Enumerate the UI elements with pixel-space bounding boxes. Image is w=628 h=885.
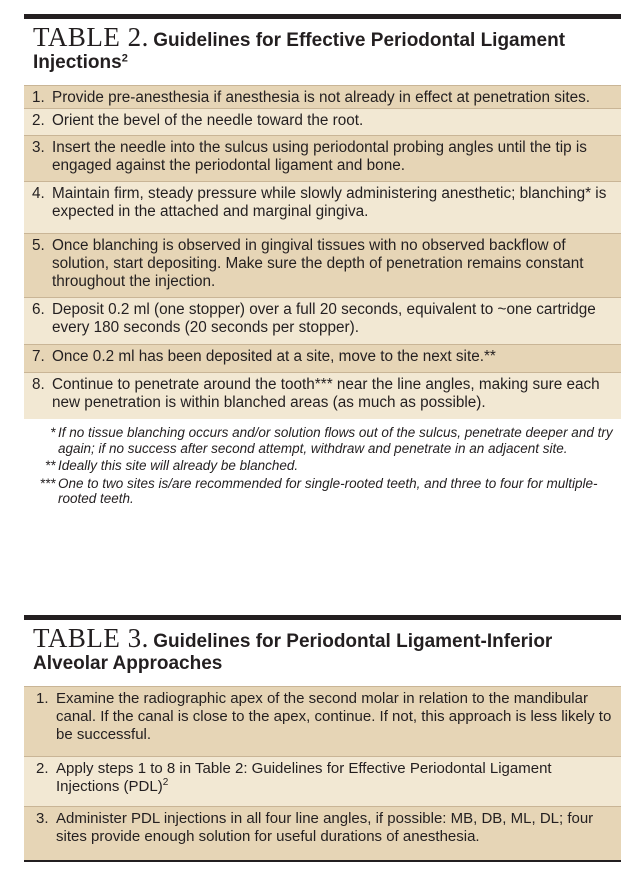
footnote-mark: **: [45, 458, 56, 473]
table-2-heading-cont: Injections: [33, 52, 122, 73]
table-row: [24, 806, 621, 860]
row-number: 8.: [32, 376, 45, 393]
table-3-bottom-rule: [24, 860, 621, 862]
row-number: 3.: [32, 139, 45, 156]
footnote: [24, 425, 621, 456]
table-3-title: [24, 623, 621, 675]
footnote: [24, 458, 621, 474]
table-row: [24, 108, 621, 135]
row-ref: 2: [162, 777, 169, 788]
table-2: [24, 14, 621, 509]
table-2-rows: [24, 85, 621, 419]
table-row: [24, 135, 621, 181]
table-2-number: TABLE 2.: [33, 22, 149, 52]
table-3-rows: [24, 686, 621, 860]
footnote-text: Ideally this site will already be blanched.: [58, 458, 299, 473]
row-number: 7.: [32, 348, 45, 365]
footnote-text: If no tissue blanching occurs and/or solution flows out of the sulcus, penetrate deeper and try again; if no success after second attempt, withdraw and penetrate in an adjacent site.: [58, 425, 613, 456]
row-text: Apply steps 1 to 8 in Table 2: Guidelines for Effective Periodontal Ligament Injections (PDL): [56, 760, 552, 795]
row-text: Deposit 0.2 ml (one stopper) over a full 20 seconds, equivalent to ~one cartridge every 180 seconds (20 seconds per stopper).: [52, 301, 596, 336]
table-3-number: TABLE 3.: [33, 623, 149, 653]
footnote-mark: *: [50, 425, 56, 440]
row-number: 2.: [36, 760, 49, 777]
row-text: Provide pre-anesthesia if anesthesia is not already in effect at penetration sites.: [52, 89, 590, 106]
row-text: Orient the bevel of the needle toward the root.: [52, 112, 364, 129]
row-text: Administer PDL injections in all four line angles, if possible: MB, DB, ML, DL; four sites provide enough solution for useful durations of anesthesia.: [56, 810, 594, 845]
table-2-footnotes: [24, 425, 621, 507]
row-text: Maintain firm, steady pressure while slowly administering anesthetic; blanching* is expected in the attached and marginal gingiva.: [52, 185, 607, 220]
row-number: 5.: [32, 237, 45, 254]
row-number: 1.: [36, 690, 49, 707]
row-number: 4.: [32, 185, 45, 202]
row-text: Once 0.2 ml has been deposited at a site, move to the next site.**: [52, 348, 496, 365]
table-row: [24, 233, 621, 297]
table-row: [24, 181, 621, 233]
footnote: [24, 476, 621, 507]
table-row: [24, 344, 621, 372]
table-row: [24, 372, 621, 419]
row-text: Continue to penetrate around the tooth*** near the line angles, making sure each new penetration is within blanched areas (as much as possible).: [52, 376, 600, 411]
row-text: Examine the radiographic apex of the second molar in relation to the mandibular canal. If the canal is close to the apex, continue. If not, this approach is less likely to be successful.: [56, 690, 612, 743]
table-2-top-rule: [24, 14, 621, 19]
row-number: 2.: [32, 112, 45, 129]
table-3-top-rule: [24, 615, 621, 620]
table-3: [24, 615, 621, 862]
row-number: 6.: [32, 301, 45, 318]
footnote-mark: ***: [40, 475, 56, 491]
table-2-heading-ref: 2: [121, 52, 128, 65]
table-row: [24, 756, 621, 806]
table-2-heading: Guidelines for Effective Periodontal Ligament: [153, 30, 566, 51]
table-row: [24, 297, 621, 344]
table-2-title: [24, 22, 621, 74]
row-number: 1.: [32, 89, 45, 106]
table-row: [24, 85, 621, 108]
table-3-heading: Guidelines for Periodontal Ligament-Inferior: [153, 631, 553, 652]
row-text: Once blanching is observed in gingival tissues with no observed backflow of solution, start depositing. Make sure the depth of penetration remains constant throughout the injection.: [52, 237, 584, 290]
footnote-text: One to two sites is/are recommended for single-rooted teeth, and three to four for multiple-rooted teeth.: [58, 475, 598, 506]
row-text: Insert the needle into the sulcus using periodontal probing angles until the tip is engaged against the periodontal ligament and bone.: [52, 139, 587, 174]
row-number: 3.: [36, 810, 49, 827]
table-row: [24, 686, 621, 756]
table-3-heading-cont: Alveolar Approaches: [33, 653, 223, 674]
